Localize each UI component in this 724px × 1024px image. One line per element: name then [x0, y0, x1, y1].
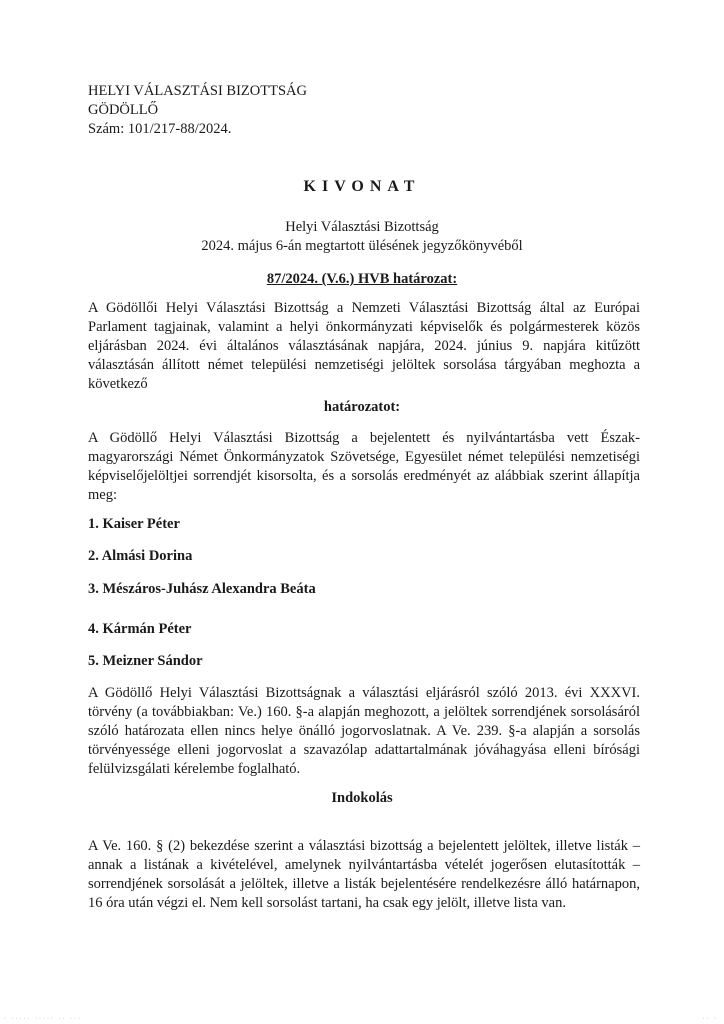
remedy-paragraph: A Gödöllő Helyi Választási Bizottságnak a választási eljárásról szóló 2013. évi XXXVI. törvény (a továbbiakban: Ve.) 160. §-a alapján meghozott, a jelöltek sorrendjének sorsolásáról szóló határozata ellen nincs helye önálló jogorvoslatnak. A Ve. 239. §-a alapján a sorsolás törvényessége elleni jogorvoslat a szavazólap adattartalmának jóváhagyása elleni bírósági felülvizsgálati kérelembe foglalható. [88, 685, 640, 777]
city-name: GÖDÖLLŐ [88, 102, 159, 118]
subtitle-line-1: Helyi Választási Bizottság [285, 219, 439, 235]
candidate-item: 4. Kármán Péter [88, 621, 192, 637]
reasoning-paragraph: A Ve. 160. § (2) bekezdése szerint a választási bizottság a bejelentett jelöltek, illetve listák – annak a listának a kivételével, amelynek nyilvántartásba vételét jogerősen elutasították – sorrendjének sorsolását a jelöltek, illetve a listák bejelentésére rendelkezésre álló határnapon, 16 óra után végzi el. Nem kell sorsolást tartani, ha csak egy jelölt, illetve lista van. [88, 838, 640, 911]
candidate-item: 1. Kaiser Péter [88, 516, 180, 532]
decision-title: 87/2024. (V.6.) HVB határozat: [266, 271, 458, 287]
candidate-item: 3. Mészáros-Juhász Alexandra Beáta [88, 581, 316, 597]
subtitle-line-2: 2024. május 6-án megtartott ülésének jegyzőkönyvéből [201, 238, 523, 254]
document-title: KIVONAT [303, 178, 421, 195]
committee-name: HELYI VÁLASZTÁSI BIZOTTSÁG [88, 83, 307, 99]
footer-scan-marks-right: ·· · [702, 1016, 718, 1022]
decision-heading: határozatot: [323, 399, 401, 415]
candidate-item: 5. Meizner Sándor [88, 653, 203, 669]
decision-body-paragraph: A Gödöllő Helyi Választási Bizottság a bejelentett és nyilvántartásba vett Észak-magyarországi Német Önkormányzatok Szövetsége, Egyesület német települési nemzetiségi képviselőjelöltjei sorrendjét kisorsolta, és a sorsolás eredményét az alábbiak szerint állapítja meg: [88, 430, 640, 503]
intro-paragraph: A Gödöllői Helyi Választási Bizottság a Nemzeti Választási Bizottság által az Európai Parlament tagjainak, valamint a helyi önkormányzati képviselők és polgármesterek közös eljárásban 2024. évi általános választásának napjára, 2024. június 9. napjára kitűzött választásán állított német települési nemzetiségi jelöltek sorsolása tárgyában meghozta a következő [88, 300, 640, 392]
reasoning-heading: Indokolás [331, 790, 393, 806]
footer-scan-marks-left: · ····· ····· ·· ··· [4, 1016, 82, 1022]
reference-number: Szám: 101/217-88/2024. [88, 121, 232, 137]
candidate-item: 2. Almási Dorina [88, 548, 193, 564]
